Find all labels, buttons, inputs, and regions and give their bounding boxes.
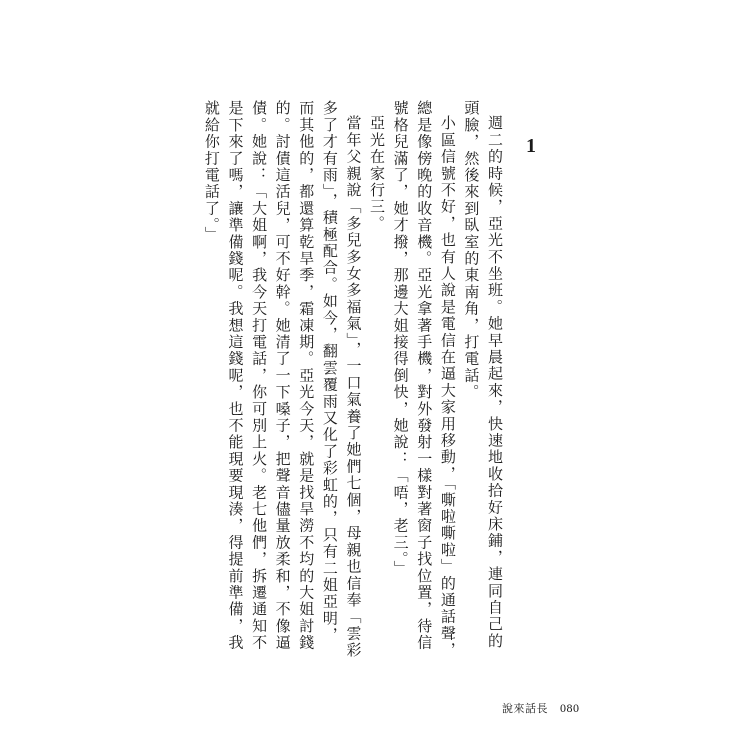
chapter-number: 1 (526, 135, 536, 157)
page-number: 080 (560, 701, 580, 715)
paragraph: 小區信號不好，也有人說是電信在逼大家用移動，「嘶啦嘶啦」的通話聲，總是像傍晚的收音機。亞光拿著手機，對外發射一樣對著窗子找位置，待信號格兒滿了，她才撥，那邊大姐接得倒快，她說：「唔，老三。」 (391, 100, 457, 659)
body-text (199, 100, 506, 660)
running-title: 說來話長 (502, 702, 548, 715)
paragraph: 亞光在家行三。 (368, 115, 387, 232)
page-footer (502, 700, 580, 716)
paragraph: 當年父親說「多兒多女多福氣」，一口氣養了她們七個，母親也信奉「雲彩多了才有雨」，積極配合。如今，翻雲覆雨又化了彩虹的，只有二姐亞明，而其他的，都還算乾旱季，霜凍期。亞光今天，就是找旱澇不均的大姐討錢的。討債這活兒，可不好幹。她清了一下嗓子，把聲音儘量放柔和，不像逼債。她說：「大姐啊，我今天打電話，你可別上火。老七他們，拆遷通知不是下來了嗎，讓準備錢呢。我想這錢呢，也不能現要現湊，得提前準備，我就給你打電話了。」 (202, 100, 363, 659)
paragraph: 週二的時候，亞光不坐班。她早晨起來，快速地收拾好床鋪，連同自己的頭臉，然後來到臥室的東南角，打電話。 (462, 100, 504, 650)
